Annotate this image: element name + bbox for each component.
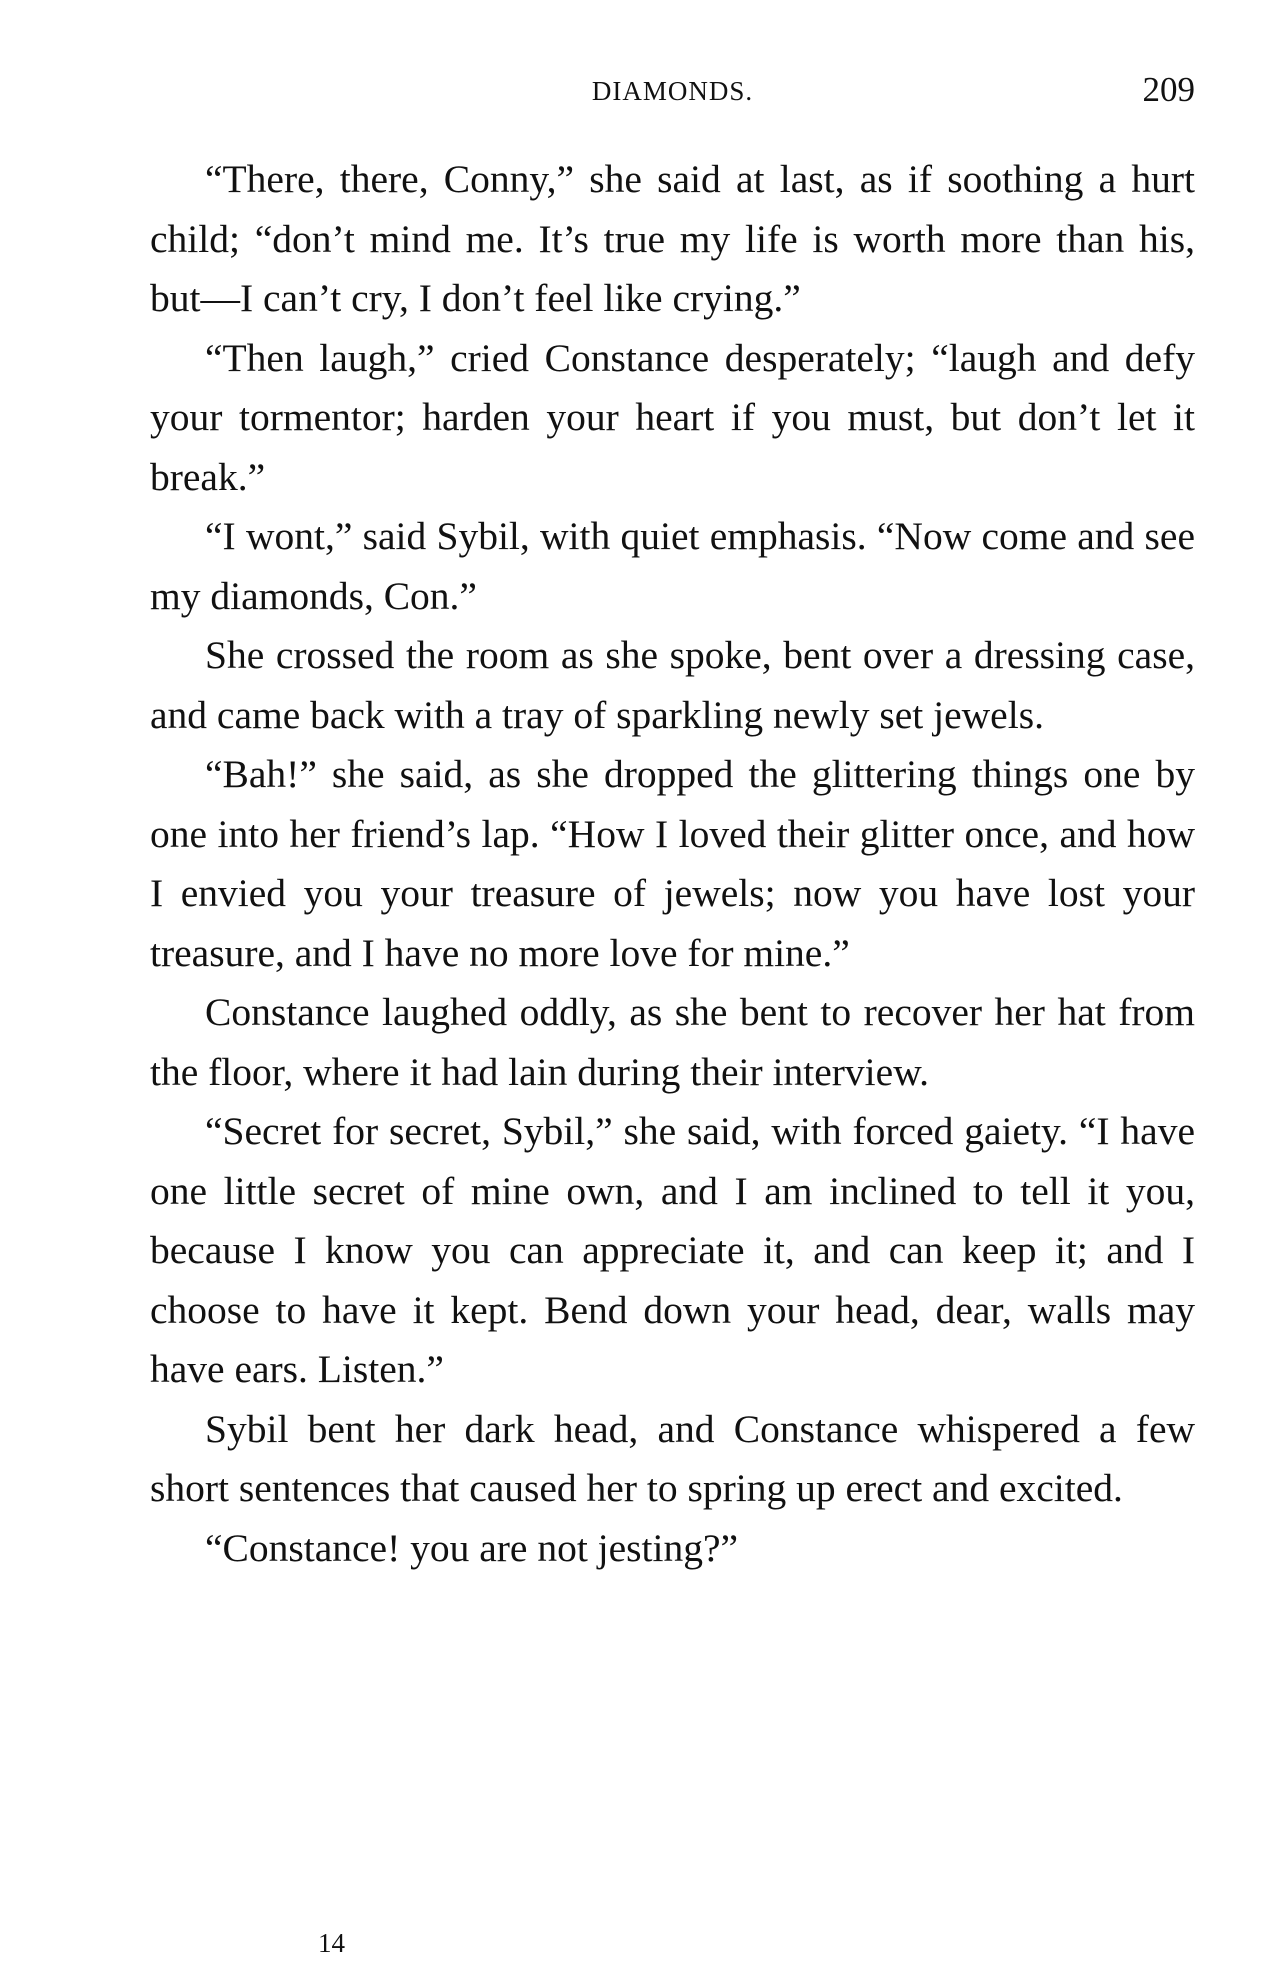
running-head: [150, 70, 1195, 120]
paragraph-5: “Bah!” she said, as she dropped the glittering things one by one into her friend’s lap. “How I loved their glitter once, and how I envied you your treasure of jewels; now you have lost your treasure, and I have no more love for mine.”: [150, 752, 1195, 975]
body-text: [150, 150, 1195, 1578]
paragraph-4: She crossed the room as she spoke, bent over a dressing case, and came back with a tray of sparkling newly set jewels.: [150, 633, 1195, 737]
signature-mark: 14: [318, 1928, 345, 1958]
paragraph-7: “Secret for secret, Sybil,” she said, with forced gaiety. “I have one little secret of mine own, and I am inclined to tell it you, because I know you can appreciate it, and can keep it; and I choose to have it kept. Bend down your head, dear, walls may have ears. Listen.”: [150, 1109, 1195, 1391]
page-number: 209: [1142, 70, 1195, 109]
paragraph-8: Sybil bent her dark head, and Constance whispered a few short sentences that caused her to spring up erect and excited.: [150, 1406, 1195, 1510]
paragraph-1: “There, there, Conny,” she said at last, as if soothing a hurt child; “don’t mind me. It’s true my life is worth more than his, but—I can’t cry, I don’t feel like crying.”: [150, 157, 1195, 320]
running-title: DIAMONDS.: [591, 76, 754, 106]
paragraph-6: Constance laughed oddly, as she bent to recover her hat from the floor, where it had lain during their interview.: [150, 990, 1195, 1094]
paragraph-2: “Then laugh,” cried Constance desperately; “laugh and defy your tormentor; harden your heart if you must, but don’t let it break.”: [150, 335, 1195, 499]
paragraph-9: “Constance! you are not jesting?”: [205, 1525, 739, 1570]
paragraph-3: “I wont,” said Sybil, with quiet emphasis. “Now come and see my diamonds, Con.”: [150, 514, 1195, 618]
